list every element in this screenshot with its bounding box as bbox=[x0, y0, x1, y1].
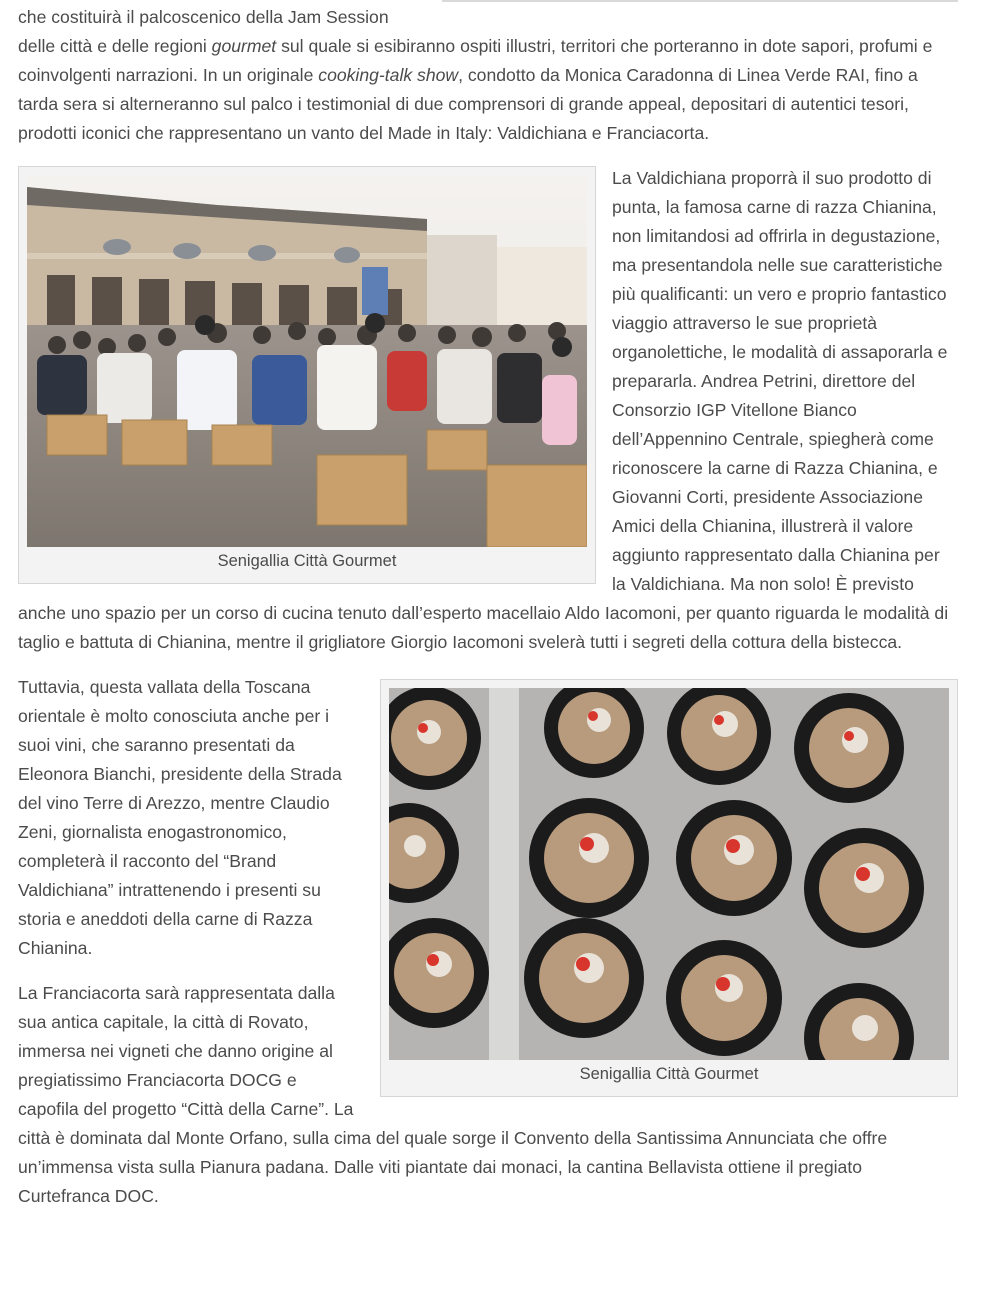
intro-paragraph bbox=[18, 3, 958, 148]
intro-text-b: sul quale si esibiranno ospiti illustri, territori che porteranno in dote sapori, profumi e coinvolgenti narrazioni. In un originale bbox=[18, 36, 933, 85]
audience-photo-image bbox=[27, 175, 587, 547]
intro-gourmet: gourmet bbox=[211, 36, 277, 56]
figure-audience bbox=[18, 166, 596, 584]
wines-paragraph: Tuttavia, questa vallata della Toscana orientale è molto conosciuta anche per i suoi vini, che saranno presentati da Eleonora Bianchi, presidente della Strada del vino Terre di Arezzo, mentre Claudio Zeni, giornalista enogastronomico, completerà il racconto del “Brand Valdichiana” intrattenendo i presenti su storia e aneddoti della carne di Razza Chianina. bbox=[18, 677, 342, 958]
divider bbox=[442, 0, 958, 2]
figure-food bbox=[380, 679, 958, 1097]
food-photo-image bbox=[389, 688, 949, 1060]
figure-caption: Senigallia Città Gourmet bbox=[579, 1065, 759, 1083]
intro-line1: che costituirà il palcoscenico della Jam Session bbox=[18, 7, 389, 27]
article-body bbox=[18, 0, 958, 1211]
valdichiana-paragraph: La Valdichiana proporrà il suo prodotto di punta, la famosa carne di razza Chianina, non limitandosi ad offrirla in degustazione, ma presentandola nelle sue caratteristiche più qualificanti: un vero e proprio fantastico viaggio attraverso le sue proprietà organolettiche, le modalità di assaporarla e prepararla. Andrea Petrini, direttore del Consorzio IGP Vitellone Bianco dell’Appennino Centrale, spiegherà come riconoscere la carne di Razza Chianina, e Giovanni Corti, presidente Associazione Amici della Chianina, illustrerà il valore aggiunto rappresentato dalla Chianina per la Valdichiana. Ma non solo! È previsto anche uno spazio per un corso di cucina tenuto dall’esperto macellaio Aldo Iacomoni, per quanto riguarda le modalità di taglio e battuta di Chianina, mentre il grigliatore Giorgio Iacomoni svelerà tutti i segreti della cottura della bistecca. bbox=[18, 168, 949, 652]
intro-cooking-talk: cooking-talk show bbox=[318, 65, 459, 85]
intro-text-a: delle città e delle regioni bbox=[18, 36, 212, 56]
franciacorta-paragraph: La Franciacorta sarà rappresentata dalla sua antica capitale, la città di Rovato, immersa nei vigneti che danno origine al pregiatissimo Franciacorta DOCG e capofila del progetto “Città della Carne”. La città è dominata dal Monte Orfano, sulla cima del quale sorge il Convento della Santissima Annunciata che offre un’immensa vista sulla Pianura padana. Dalle viti piantate dai monaci, la cantina Bellavista ottiene il pregiato Curtefranca DOC. bbox=[18, 983, 888, 1206]
audience-photo bbox=[27, 175, 587, 547]
intro-text-c: , condotto da Monica Caradonna di Linea Verde RAI, fino a tarda sera si alterneranno sul palco i testimonial di due comprensori di grande appeal, depositari di autentici tesori, prodotti iconici che rappresentano un vanto del Made in Italy: Valdichiana e Franciacorta. bbox=[18, 65, 918, 143]
food-photo bbox=[389, 688, 949, 1060]
figure-caption: Senigallia Città Gourmet bbox=[217, 552, 397, 570]
